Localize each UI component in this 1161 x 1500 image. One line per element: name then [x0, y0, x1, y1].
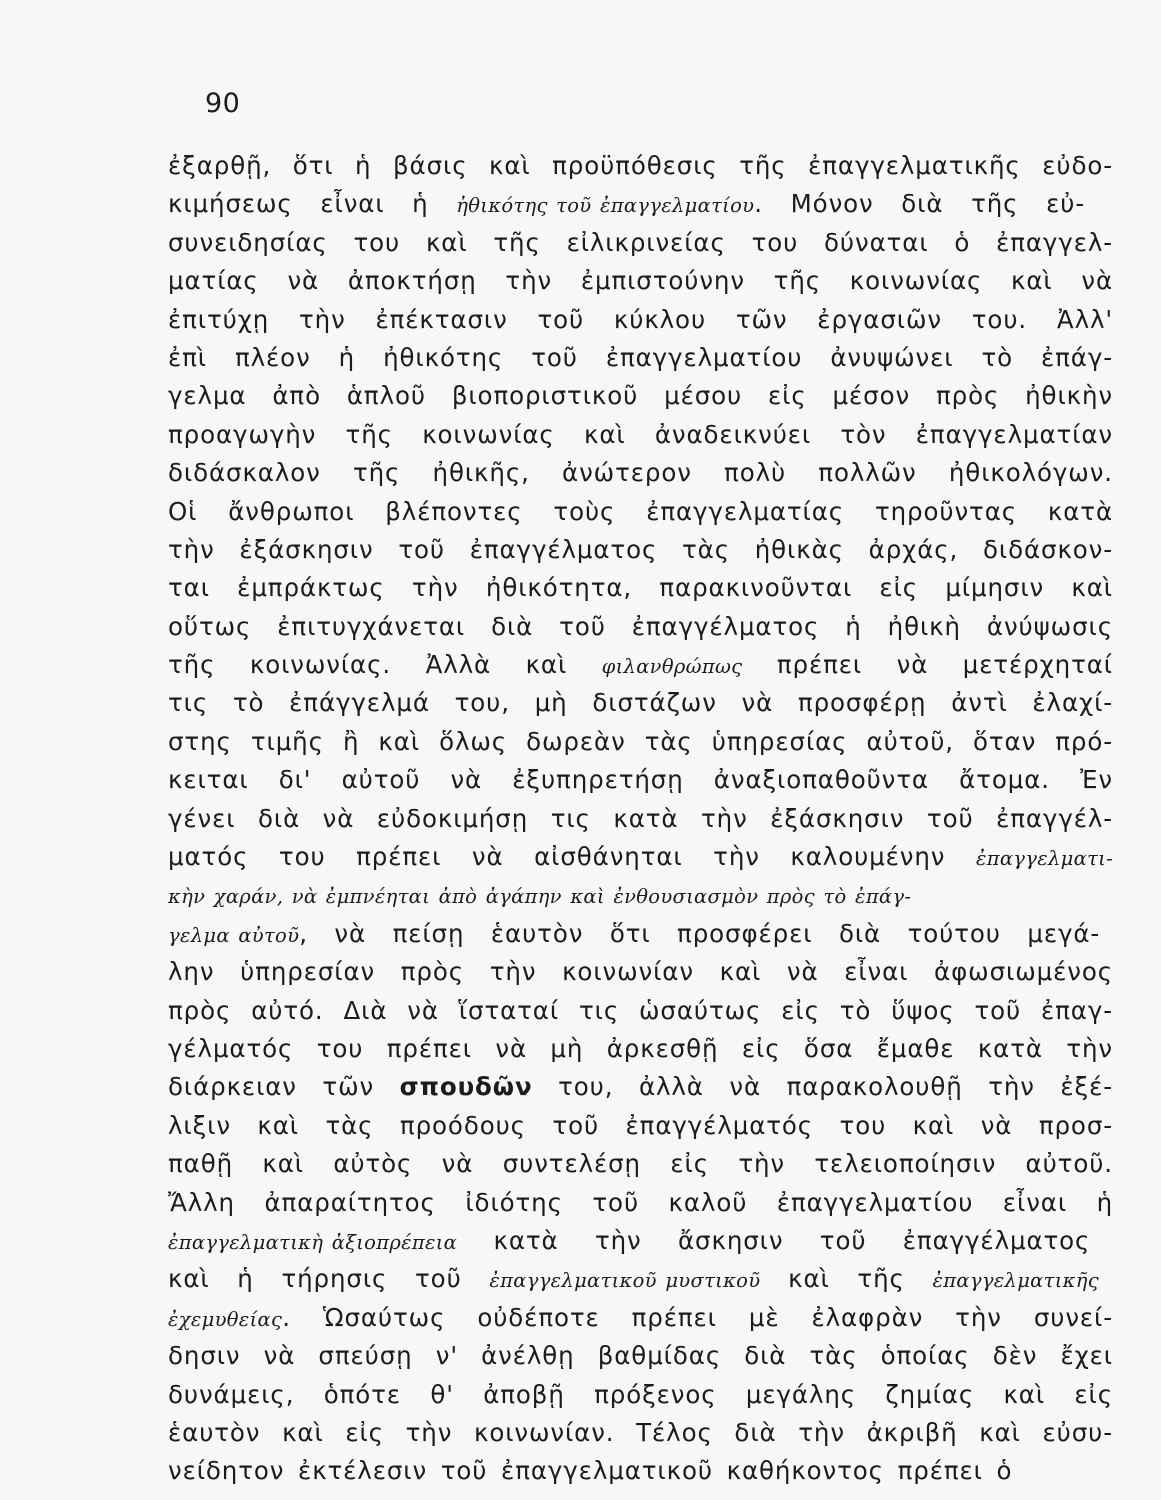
text-segment: ἐξαρθῇ, ὅτι ἡ βάσις καὶ προϋπόθεσις τῆς ἐπαγγελματικῆς εὐδο-: [168, 151, 1113, 180]
text-line: [168, 953, 1113, 991]
text-line: [168, 608, 1113, 646]
text-segment: ται ἐμπράκτως τὴν ἠθικότητα, παρακινοῦνται εἰς μίμησιν καὶ: [168, 573, 1113, 603]
text-segment: παθῇ καὶ αὐτὸς νὰ συντελέσῃ εἰς τὴν τελειοποίησιν αὐτοῦ.: [168, 1149, 1113, 1179]
text-segment: διάρκειαν τῶν: [168, 1072, 400, 1102]
text-segment: κειται δι' αὐτοῦ νὰ ἐξυπηρετήσῃ ἀναξιοπαθοῦντα ἄτομα. Ἐν: [168, 765, 1113, 795]
text-line: [168, 224, 1113, 262]
text-line: [168, 1376, 1113, 1414]
italic-phrase: ἐπαγγελματι-: [975, 847, 1113, 871]
text-segment: στης τιμῆς ἢ καὶ ὅλως δωρεὰν τὰς ὑπηρεσίας αὐτοῦ, ὅταν πρό-: [168, 726, 1113, 756]
text-segment: ματός του πρέπει νὰ αἰσθάνηται τὴν καλουμένην: [168, 842, 976, 872]
text-segment: οὕτως ἐπιτυγχάνεται διὰ τοῦ ἐπαγγέλματος ἡ ἠθικὴ ἀνύψωσις: [168, 611, 1113, 641]
text-segment: καὶ τῆς: [760, 1264, 933, 1294]
text-segment: λιξιν καὶ τὰς προόδους τοῦ ἐπαγγέλματός του καὶ νὰ προσ-: [168, 1110, 1113, 1140]
text-line: [168, 185, 1113, 223]
page-number: 90: [205, 88, 241, 119]
text-line: [168, 377, 1113, 415]
text-line: [168, 1414, 1113, 1452]
text-line: [168, 684, 1113, 722]
text-segment: γένει διὰ νὰ εὐδοκιμήσῃ τις κατὰ τὴν ἐξάσκησιν τοῦ ἐπαγγέλ-: [168, 803, 1113, 833]
text-line: [168, 301, 1113, 339]
text-line: [168, 800, 1113, 838]
text-segment: . Ὡσαύτως οὐδέποτε πρέπει μὲ ἐλαφρὰν τὴν συνεί-: [282, 1302, 1113, 1332]
italic-phrase: ἐπαγγελματικὴ ἀξιοπρέπεια: [168, 1230, 458, 1254]
text-line: [168, 723, 1113, 761]
text-line: [168, 569, 1113, 607]
text-segment: ἑαυτὸν καὶ εἰς τὴν κοινωνίαν. Τέλος διὰ τὴν ἀκριβῆ καὶ εὐσυ-: [168, 1417, 1113, 1447]
text-line: [168, 1299, 1113, 1337]
text-line: [168, 915, 1113, 953]
text-segment: του, ἀλλὰ νὰ παρακολουθῇ τὴν ἐξέ-: [532, 1072, 1114, 1102]
text-line: [168, 147, 1113, 185]
text-segment: τις τὸ ἐπάγγελμά του, μὴ διστάζων νὰ προσφέρῃ ἀντὶ ἐλαχί-: [168, 688, 1113, 718]
text-segment: συνειδησίας του καὶ τῆς εἰλικρινείας του δύναται ὁ ἐπαγγελ-: [168, 227, 1113, 257]
text-segment: κατὰ τὴν ἄσκησιν τοῦ ἐπαγγέλματος: [457, 1225, 1091, 1255]
text-segment: προαγωγὴν τῆς κοινωνίας καὶ ἀναδεικνύει τὸν ἐπαγγελματίαν: [168, 419, 1113, 449]
text-segment: διδάσκαλον τῆς ἠθικῆς, ἀνώτερον πολὺ πολλῶν ἠθικολόγων.: [168, 458, 1113, 488]
text-line: [168, 339, 1113, 377]
text-segment: ἐπιτύχῃ τὴν ἐπέκτασιν τοῦ κύκλου τῶν ἐργασιῶν του. Ἀλλ': [168, 304, 1113, 334]
text-line: [168, 531, 1113, 569]
bold-phrase: σπουδῶν: [399, 1072, 533, 1102]
text-line: [168, 493, 1113, 531]
italic-phrase: ἐχεμυθείας: [168, 1307, 283, 1331]
italic-phrase: ἐπαγγελματικῆς: [932, 1269, 1099, 1293]
text-line: [168, 1068, 1113, 1106]
body-text: [168, 147, 1113, 1491]
text-line: [168, 1184, 1113, 1222]
text-segment: , νὰ πείσῃ ἑαυτὸν ὅτι προσφέρει διὰ τούτου μεγά-: [299, 918, 1101, 948]
text-segment: κιμήσεως εἶναι ἡ: [168, 189, 457, 219]
text-line: [168, 416, 1113, 454]
text-line: [168, 1337, 1113, 1375]
text-segment: Οἱ ἄνθρωποι βλέποντες τοὺς ἐπαγγελματίας τηροῦντας κατὰ: [168, 496, 1113, 526]
text-line: [168, 646, 1113, 684]
text-line: [168, 1145, 1113, 1183]
text-segment: γέλματός του πρέπει νὰ μὴ ἀρκεσθῇ εἰς ὅσα ἔμαθε κατὰ τὴν: [168, 1033, 1113, 1063]
text-segment: νείδητον ἐκτέλεσιν τοῦ ἐπαγγελματικοῦ καθήκοντος πρέπει ὁ: [168, 1456, 1013, 1486]
text-segment: δησιν νὰ σπεύσῃ ν' ἀνέλθῃ βαθμίδας διὰ τὰς ὁποίας δὲν ἔχει: [168, 1341, 1113, 1371]
italic-phrase: φιλανθρώπως: [601, 655, 743, 679]
text-line: [168, 876, 1113, 914]
text-segment: πρὸς αὐτό. Διὰ νὰ ἵσταταί τις ὡσαύτως εἰς τὸ ὕψος τοῦ ἐπαγ-: [168, 995, 1113, 1025]
text-line: [168, 1107, 1113, 1145]
text-segment: τῆς κοινωνίας. Ἀλλὰ καὶ: [168, 650, 602, 680]
text-segment: καὶ ἡ τήρησις τοῦ: [168, 1264, 490, 1294]
text-line: [168, 1030, 1113, 1068]
italic-phrase: κὴν χαράν, νὰ ἐμπνέηται ἀπὸ ἀγάπην καὶ ἐνθουσιασμὸν πρὸς τὸ ἐπάγ-: [168, 885, 912, 909]
text-line: [168, 1452, 1113, 1490]
italic-phrase: ἠθικότης τοῦ ἐπαγγελματίου: [456, 194, 755, 218]
text-segment: λην ὑπηρεσίαν πρὸς τὴν κοινωνίαν καὶ νὰ εἶναι ἀφωσιωμένος: [168, 957, 1113, 987]
italic-phrase: ἐπαγγελματικοῦ μυστικοῦ: [489, 1269, 761, 1293]
text-line: [168, 838, 1113, 876]
text-line: [168, 1222, 1113, 1260]
text-line: [168, 1260, 1113, 1298]
text-segment: Ἄλλη ἀπαραίτητος ἰδιότης τοῦ καλοῦ ἐπαγγελματίου εἶναι ἡ: [168, 1187, 1113, 1217]
text-segment: ἐπὶ πλέον ἡ ἠθικότης τοῦ ἐπαγγελματίου ἀνυψώνει τὸ ἐπάγ-: [168, 342, 1113, 372]
text-line: [168, 454, 1113, 492]
text-segment: . Μόνον διὰ τῆς εὐ-: [754, 189, 1086, 219]
text-line: [168, 992, 1113, 1030]
text-segment: γελμα ἀπὸ ἁπλοῦ βιοποριστικοῦ μέσου εἰς μέσον πρὸς ἠθικὴν: [168, 381, 1113, 411]
text-line: [168, 761, 1113, 799]
text-line: [168, 262, 1113, 300]
text-segment: δυνάμεις, ὁπότε θ' ἀποβῇ πρόξενος μεγάλης ζημίας καὶ εἰς: [168, 1379, 1113, 1409]
italic-phrase: γελμα αὐτοῦ: [168, 923, 300, 947]
text-segment: πρέπει νὰ μετέρχηταί: [742, 650, 1113, 680]
text-segment: ματίας νὰ ἀποκτήσῃ τὴν ἐμπιστούνην τῆς κοινωνίας καὶ νὰ: [168, 266, 1113, 296]
text-segment: τὴν ἐξάσκησιν τοῦ ἐπαγγέλματος τὰς ἠθικὰς ἀρχάς, διδάσκον-: [168, 534, 1113, 564]
